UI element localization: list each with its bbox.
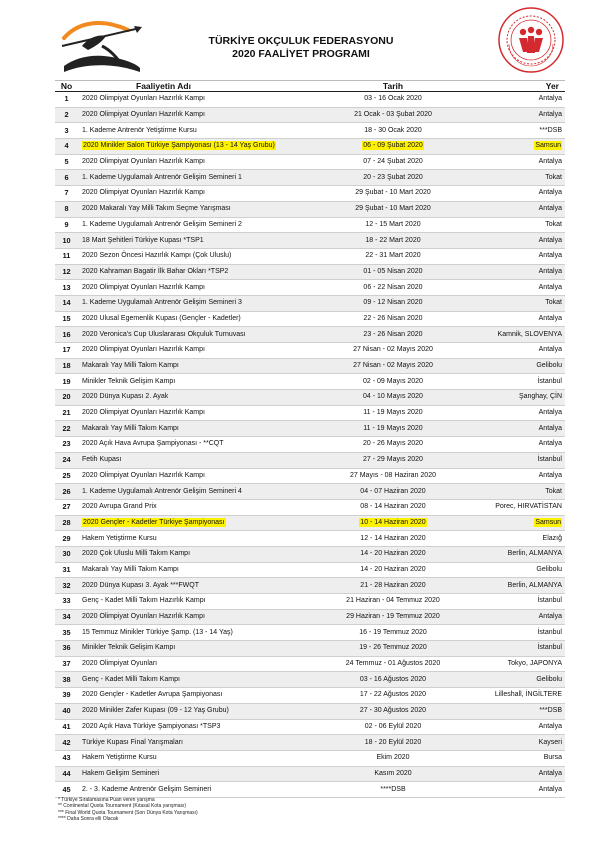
row-place: Antalya [463, 92, 565, 108]
row-date: 01 - 05 Nisan 2020 [323, 264, 463, 280]
column-header-place: Yer [463, 81, 565, 92]
row-place: ***DSB [463, 123, 565, 139]
table-row [55, 468, 565, 484]
highlight-marker: 2020 Gençler - Kadetler Türkiye Şampiyonası [83, 518, 225, 526]
row-number: 37 [55, 656, 78, 672]
row-date: 03 - 16 Ağustos 2020 [323, 672, 463, 688]
row-date: 18 - 20 Eylül 2020 [323, 735, 463, 751]
row-activity: Minikler Teknik Gelişim Kampı [78, 641, 323, 657]
table-row [55, 688, 565, 704]
row-number: 9 [55, 217, 78, 233]
row-number: 8 [55, 201, 78, 217]
table-row [55, 531, 565, 547]
table-row [55, 390, 565, 406]
row-place: Gelibolu [463, 358, 565, 374]
row-place: Şanghay, ÇİN [463, 390, 565, 406]
row-place: Antalya [463, 233, 565, 249]
row-date: 19 - 26 Temmuz 2020 [323, 641, 463, 657]
row-number: 36 [55, 641, 78, 657]
row-date: 22 - 26 Nisan 2020 [323, 311, 463, 327]
row-place: Elazığ [463, 531, 565, 547]
row-place: Tokat [463, 484, 565, 500]
table-row [55, 766, 565, 782]
row-number: 17 [55, 343, 78, 359]
table-row [55, 703, 565, 719]
row-date: 14 - 20 Haziran 2020 [323, 546, 463, 562]
row-number: 16 [55, 327, 78, 343]
row-date: 02 - 09 Mayıs 2020 [323, 374, 463, 390]
table-row [55, 327, 565, 343]
table-row [55, 656, 565, 672]
row-activity: 2020 Açık Hava Avrupa Şampiyonası - **CQT [78, 437, 323, 453]
row-activity: Fetih Kupası [78, 452, 323, 468]
row-number: 45 [55, 782, 78, 798]
highlight-marker: Samsun [535, 518, 561, 526]
row-place: Kayseri [463, 735, 565, 751]
row-number: 32 [55, 578, 78, 594]
row-place: İstanbul [463, 625, 565, 641]
row-number: 3 [55, 123, 78, 139]
row-activity: 2020 Olimpiyat Oyunları Hazırlık Kampı [78, 92, 323, 108]
row-place: Tokat [463, 217, 565, 233]
table-row [55, 264, 565, 280]
table-row [55, 609, 565, 625]
row-place: Bursa [463, 750, 565, 766]
row-number: 27 [55, 499, 78, 515]
row-activity: 2020 Sezon Öncesi Hazırlık Kampı (Çok Uluslu) [78, 248, 323, 264]
row-number: 40 [55, 703, 78, 719]
table-row [55, 672, 565, 688]
row-date: 29 Şubat - 10 Mart 2020 [323, 201, 463, 217]
row-date: 02 - 06 Eylül 2020 [323, 719, 463, 735]
row-place: İstanbul [463, 374, 565, 390]
row-date: 18 - 30 Ocak 2020 [323, 123, 463, 139]
table-row [55, 170, 565, 186]
table-row [55, 421, 565, 437]
row-activity: 2020 Olimpiyat Oyunları Hazırlık Kampı [78, 343, 323, 359]
row-place: İstanbul [463, 641, 565, 657]
row-activity: Genç - Kadet Milli Takım Hazırlık Kampı [78, 594, 323, 610]
table-row [55, 515, 565, 531]
row-activity: 2020 Dünya Kupası 3. Ayak ***FWQT [78, 578, 323, 594]
table-row [55, 735, 565, 751]
row-activity: 2020 Minikler Zafer Kupası (09 - 12 Yaş Grubu) [78, 703, 323, 719]
footnotes [58, 797, 198, 822]
row-activity: Makaralı Yay Milli Takım Kampı [78, 358, 323, 374]
footnote: **** Daha Sonra elli Olacak [58, 815, 119, 822]
row-number: 41 [55, 719, 78, 735]
row-number: 21 [55, 405, 78, 421]
row-date: 24 Temmuz - 01 Ağustos 2020 [323, 656, 463, 672]
row-activity: Hakem Yetiştirme Kursu [78, 531, 323, 547]
row-activity: 15 Temmuz Minikler Türkiye Şamp. (13 - 14 Yaş) [78, 625, 323, 641]
row-activity: 1. Kademe Uygulamalı Antrenör Gelişim Semineri 2 [78, 217, 323, 233]
row-number: 35 [55, 625, 78, 641]
row-activity: 2020 Çok Uluslu Milli Takım Kampı [78, 546, 323, 562]
row-place: Porec, HIRVATİSTAN [463, 499, 565, 515]
row-place: Antalya [463, 421, 565, 437]
table-row [55, 107, 565, 123]
row-activity: Makaralı Yay Milli Takım Kampı [78, 421, 323, 437]
row-activity [78, 515, 323, 531]
row-place: İstanbul [463, 452, 565, 468]
table-row [55, 295, 565, 311]
row-activity: Hakem Yetiştirme Kursu [78, 750, 323, 766]
row-activity: Hakem Gelişim Semineri [78, 766, 323, 782]
row-date: 03 - 16 Ocak 2020 [323, 92, 463, 108]
table-row [55, 499, 565, 515]
row-number: 19 [55, 374, 78, 390]
row-activity: 2020 Olimpiyat Oyunları Hazırlık Kampı [78, 280, 323, 296]
row-number: 6 [55, 170, 78, 186]
document-subtitle: 2020 FAALİYET PROGRAMI [232, 48, 370, 60]
highlight-marker: 2020 Minikler Salon Türkiye Şampiyonası (13 - 14 Yaş Grubu) [83, 142, 275, 150]
row-date: 09 - 12 Nisan 2020 [323, 295, 463, 311]
row-date: 16 - 19 Temmuz 2020 [323, 625, 463, 641]
row-place: Antalya [463, 201, 565, 217]
row-place: Berlin, ALMANYA [463, 546, 565, 562]
table-row [55, 405, 565, 421]
table-row [55, 437, 565, 453]
row-date [323, 139, 463, 155]
table-row [55, 123, 565, 139]
row-date: 21 - 28 Haziran 2020 [323, 578, 463, 594]
column-header-no: No [55, 81, 78, 92]
row-number: 26 [55, 484, 78, 500]
row-number: 23 [55, 437, 78, 453]
row-date: 17 - 22 Ağustos 2020 [323, 688, 463, 704]
row-activity [78, 139, 323, 155]
row-date: 27 Nisan - 02 Mayıs 2020 [323, 358, 463, 374]
row-number: 28 [55, 515, 78, 531]
row-number: 10 [55, 233, 78, 249]
row-number: 33 [55, 594, 78, 610]
row-place: Kamnik, SLOVENYA [463, 327, 565, 343]
table-row [55, 154, 565, 170]
row-activity: 2020 Avrupa Grand Prix [78, 499, 323, 515]
table-row [55, 594, 565, 610]
footnote: ** Continental Quota Tournament (Kıtasal Kota yarışması) [58, 803, 187, 810]
row-place: Gelibolu [463, 562, 565, 578]
table-row [55, 452, 565, 468]
table-row [55, 311, 565, 327]
row-date: 14 - 20 Haziran 2020 [323, 562, 463, 578]
row-activity: 1. Kademe Antrenör Yetiştirme Kursu [78, 123, 323, 139]
row-number: 30 [55, 546, 78, 562]
row-date: 27 Nisan - 02 Mayıs 2020 [323, 343, 463, 359]
row-date: 22 - 31 Mart 2020 [323, 248, 463, 264]
table-row [55, 201, 565, 217]
table-row [55, 248, 565, 264]
row-activity: 2020 Olimpiyat Oyunları Hazırlık Kampı [78, 468, 323, 484]
row-date: 04 - 10 Mayıs 2020 [323, 390, 463, 406]
row-activity: 2020 Veronica's Cup Uluslararası Okçuluk Turnuvası [78, 327, 323, 343]
row-number: 5 [55, 154, 78, 170]
row-activity: 2020 Dünya Kupası 2. Ayak [78, 390, 323, 406]
row-number: 2 [55, 107, 78, 123]
row-activity: Minikler Teknik Gelişim Kampı [78, 374, 323, 390]
table-row [55, 92, 565, 108]
row-number: 18 [55, 358, 78, 374]
table-row [55, 750, 565, 766]
row-place: Tokat [463, 295, 565, 311]
table-row [55, 625, 565, 641]
row-date: 06 - 22 Nisan 2020 [323, 280, 463, 296]
row-number: 44 [55, 766, 78, 782]
row-place: Antalya [463, 154, 565, 170]
row-number: 31 [55, 562, 78, 578]
row-place: Antalya [463, 264, 565, 280]
row-date: 27 - 29 Mayıs 2020 [323, 452, 463, 468]
table-row [55, 578, 565, 594]
column-header-date: Tarih [323, 81, 463, 92]
document-title: TÜRKİYE OKÇULUK FEDERASYONU [208, 35, 394, 47]
row-number: 22 [55, 421, 78, 437]
row-place: İstanbul [463, 594, 565, 610]
row-place: Antalya [463, 186, 565, 202]
row-activity: 1. Kademe Uygulamalı Antrenör Gelişim Semineri 4 [78, 484, 323, 500]
row-place: Berlin, ALMANYA [463, 578, 565, 594]
table-row [55, 484, 565, 500]
row-date: 29 Şubat - 10 Mart 2020 [323, 186, 463, 202]
table-row [55, 562, 565, 578]
row-activity: 2020 Olimpiyat Oyunları Hazırlık Kampı [78, 186, 323, 202]
row-activity: 2. - 3. Kademe Antrenör Gelişim Semineri [78, 782, 323, 798]
row-place [463, 139, 565, 155]
table-row [55, 139, 565, 155]
table-row [55, 782, 565, 798]
row-date: 11 - 19 Mayıs 2020 [323, 405, 463, 421]
column-header-activity: Faaliyetin Adı [78, 81, 323, 92]
row-activity: Türkiye Kupası Final Yarışmaları [78, 735, 323, 751]
row-place: Lilleshall, İNGİLTERE [463, 688, 565, 704]
row-activity: 2020 Olimpiyat Oyunları [78, 656, 323, 672]
table-row [55, 280, 565, 296]
row-place: Antalya [463, 311, 565, 327]
table-row [55, 374, 565, 390]
row-activity: 1. Kademe Uygulamalı Antrenör Gelişim Semineri 1 [78, 170, 323, 186]
row-activity: 18 Mart Şehitleri Türkiye Kupası *TSP1 [78, 233, 323, 249]
row-place: Antalya [463, 719, 565, 735]
row-date: 12 - 14 Haziran 2020 [323, 531, 463, 547]
row-place: Antalya [463, 280, 565, 296]
row-number: 34 [55, 609, 78, 625]
row-place: Antalya [463, 343, 565, 359]
row-activity: 2020 Gençler - Kadetler Avrupa Şampiyonası [78, 688, 323, 704]
row-place: Antalya [463, 405, 565, 421]
row-place [463, 515, 565, 531]
row-date: 23 - 26 Nisan 2020 [323, 327, 463, 343]
row-date: 27 Mayıs - 08 Haziran 2020 [323, 468, 463, 484]
row-date: 08 - 14 Haziran 2020 [323, 499, 463, 515]
row-activity: 1. Kademe Uygulamalı Antrenör Gelişim Semineri 3 [78, 295, 323, 311]
row-date: 21 Ocak - 03 Şubat 2020 [323, 107, 463, 123]
table-row [55, 546, 565, 562]
row-date [323, 515, 463, 531]
highlight-marker: 10 - 14 Haziran 2020 [360, 518, 426, 526]
row-date: Ekim 2020 [323, 750, 463, 766]
row-place: ***DSB [463, 703, 565, 719]
table-row [55, 719, 565, 735]
row-number: 7 [55, 186, 78, 202]
row-activity: 2020 Kahraman Bagatir İlk Bahar Okları *TSP2 [78, 264, 323, 280]
footnote: * Türkiye Sıralamasına Puan veren yarışma [58, 797, 155, 803]
table-row [55, 233, 565, 249]
row-activity: 2020 Makaralı Yay Milli Takım Seçme Yarışması [78, 201, 323, 217]
row-date: 07 - 24 Şubat 2020 [323, 154, 463, 170]
activity-table [55, 80, 565, 798]
row-number: 42 [55, 735, 78, 751]
row-date: Kasım 2020 [323, 766, 463, 782]
row-number: 39 [55, 688, 78, 704]
row-place: Antalya [463, 609, 565, 625]
row-place: Tokyo, JAPONYA [463, 656, 565, 672]
row-date: 11 - 19 Mayıs 2020 [323, 421, 463, 437]
table-header-row [55, 81, 565, 92]
row-number: 12 [55, 264, 78, 280]
row-number: 29 [55, 531, 78, 547]
row-place: Antalya [463, 766, 565, 782]
table-row [55, 343, 565, 359]
row-activity: Genç - Kadet Milli Takım Kampı [78, 672, 323, 688]
row-number: 14 [55, 295, 78, 311]
row-activity: 2020 Açık Hava Türkiye Şampiyonası *TSP3 [78, 719, 323, 735]
row-activity: 2020 Olimpiyat Oyunları Hazırlık Kampı [78, 405, 323, 421]
row-date: 21 Haziran - 04 Temmuz 2020 [323, 594, 463, 610]
row-date: 29 Haziran - 19 Temmuz 2020 [323, 609, 463, 625]
footnote: *** Final World Quota Tournament (Son Dünya Kota Yarışması) [58, 809, 198, 816]
table-row [55, 358, 565, 374]
row-activity: 2020 Olimpiyat Oyunları Hazırlık Kampı [78, 154, 323, 170]
row-date: 18 - 22 Mart 2020 [323, 233, 463, 249]
row-date: 20 - 26 Mayıs 2020 [323, 437, 463, 453]
row-number: 25 [55, 468, 78, 484]
row-date: 12 - 15 Mart 2020 [323, 217, 463, 233]
row-date: ****DSB [323, 782, 463, 798]
highlight-marker: Samsun [535, 142, 561, 150]
row-activity: 2020 Ulusal Egemenlik Kupası (Gençler - Kadetler) [78, 311, 323, 327]
row-place: Gelibolu [463, 672, 565, 688]
row-place: Antalya [463, 107, 565, 123]
row-number: 4 [55, 139, 78, 155]
row-place: Antalya [463, 782, 565, 798]
row-date: 04 - 07 Haziran 2020 [323, 484, 463, 500]
row-activity: Makaralı Yay Milli Takım Kampı [78, 562, 323, 578]
row-date: 27 - 30 Ağustos 2020 [323, 703, 463, 719]
row-number: 24 [55, 452, 78, 468]
row-place: Antalya [463, 248, 565, 264]
row-number: 43 [55, 750, 78, 766]
row-number: 38 [55, 672, 78, 688]
table-row [55, 217, 565, 233]
row-number: 15 [55, 311, 78, 327]
row-number: 11 [55, 248, 78, 264]
row-activity: 2020 Olimpiyat Oyunları Hazırlık Kampı [78, 107, 323, 123]
table-row [55, 186, 565, 202]
row-number: 20 [55, 390, 78, 406]
row-number: 1 [55, 92, 78, 108]
row-place: Tokat [463, 170, 565, 186]
row-number: 13 [55, 280, 78, 296]
row-place: Antalya [463, 437, 565, 453]
table-row [55, 641, 565, 657]
row-date: 20 - 23 Şubat 2020 [323, 170, 463, 186]
row-activity: 2020 Olimpiyat Oyunları Hazırlık Kampı [78, 609, 323, 625]
row-place: Antalya [463, 468, 565, 484]
highlight-marker: 06 - 09 Şubat 2020 [363, 142, 423, 150]
